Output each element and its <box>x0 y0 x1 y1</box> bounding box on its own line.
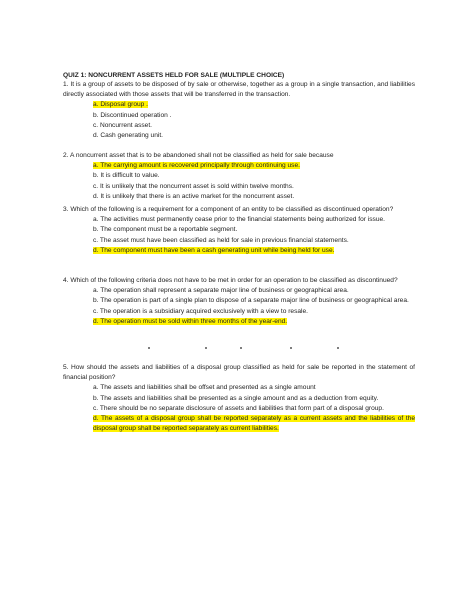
answer-option-d <box>63 414 415 434</box>
answer-highlight: d. The assets of a disposal group shall be reported separately as a current assets and the liabilities of the disposal group shall be reported separately as current liabilities. <box>93 415 415 433</box>
question-2 <box>63 151 415 202</box>
answer-highlight: d. The component must have been a cash generating unit while being held for use. <box>93 246 335 254</box>
answer-highlight: a. Disposal group . <box>93 101 148 109</box>
question-stem: 2. A noncurrent asset that is to be abandoned shall not be classified as held for sale because <box>63 152 334 159</box>
question-5 <box>63 363 415 434</box>
question-4 <box>63 276 415 327</box>
answer-option-d <box>63 317 415 327</box>
answer-option-b: b. It is difficult to value. <box>93 172 160 180</box>
answer-option-d: d. Cash generating unit. <box>93 132 164 140</box>
answer-option-a: a. The operation shall represent a separate major line of business or geographical area. <box>93 287 349 295</box>
answer-option-d <box>63 246 415 256</box>
answer-option-c: c. The asset must have been classified as held for sale in previous financial statements. <box>93 236 349 244</box>
answer-highlight: a. The carrying amount is recovered principally through continuing use. <box>93 162 300 170</box>
quiz-title: QUIZ 1: NONCURRENT ASSETS HELD FOR SALE (MULTIPLE CHOICE) <box>63 72 285 79</box>
question-stem: 1. It is a group of assets to be disposed of by sale or otherwise, together as a group in a single transaction, and liabilities directly associated with those assets that will be transferred in the transaction. <box>63 81 415 99</box>
answer-option-b: b. The component must be a reportable segment. <box>93 226 238 234</box>
question-stem: 4. Which of the following criteria does not have to be met in order for an operation to be classified as discontinued? <box>63 277 398 284</box>
answer-option-b: b. The assets and liabilities shall be presented as a single amount and as a deduction from equity. <box>93 394 379 402</box>
scan-dots <box>0 347 474 351</box>
answer-option-c: c. The operation is a subsidiary acquired exclusively with a view to resale. <box>93 307 309 315</box>
answer-option-b: b. Discontinued operation . <box>93 111 172 119</box>
answer-option-c: c. It is unlikely that the noncurrent asset is sold within twelve months. <box>93 182 294 190</box>
answer-option-d: d. It is unlikely that there is an active market for the noncurrent asset. <box>93 192 295 200</box>
answer-highlight: d. The operation must be sold within three months of the year-end. <box>93 317 288 325</box>
answer-option-a: a. The activities must permanently cease prior to the financial statements being authorized for issue. <box>93 216 385 224</box>
question-stem: 3. Which of the following is a requirement for a component of an entity to be classified as discontinued operation? <box>63 206 394 213</box>
answer-option-c: c. There should be no separate disclosure of assets and liabilities that form part of a disposal group. <box>93 404 384 412</box>
question-stem: 5. How should the assets and liabilities of a disposal group classified as held for sale be reported in the statement of financial position? <box>63 364 415 382</box>
answer-option-a <box>63 161 415 171</box>
answer-option-a <box>63 100 415 110</box>
question-1 <box>63 80 415 141</box>
answer-option-b: b. The operation is part of a single plan to dispose of a separate major line of business or geographical area. <box>93 297 409 305</box>
answer-option-a: a. The assets and liabilities shall be offset and presented as a single amount <box>93 384 316 392</box>
question-3 <box>63 205 415 256</box>
answer-option-c: c. Noncurrent asset. <box>93 121 153 129</box>
